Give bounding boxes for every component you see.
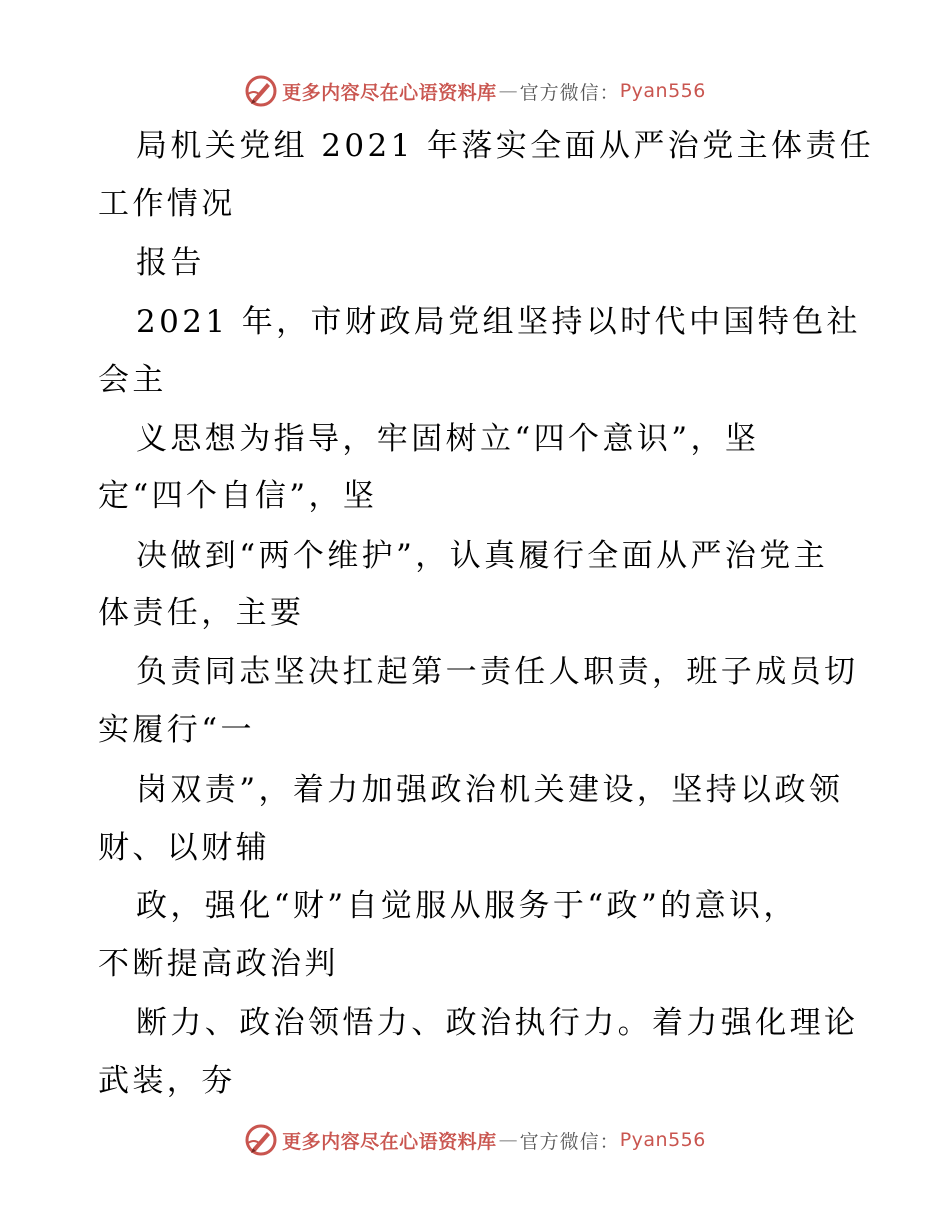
banner-wechat-id: Pyan556 — [619, 80, 706, 102]
doc-title-line-2: 工作情况 — [98, 186, 236, 222]
banner-sub-text: 官方微信： — [519, 1130, 620, 1153]
paragraph-line: 不断提高政治判 — [98, 946, 339, 982]
paragraph-line: 财、以财辅 — [98, 830, 270, 866]
doc-title-line-1: 局机关党组 2021 年落实全面从严治党主体责任 — [136, 128, 875, 164]
paragraph-line: 会主 — [98, 362, 167, 398]
paragraph-line: 岗双责”，着力加强政治机关建设，坚持以政领 — [136, 772, 844, 808]
doc-subtitle: 报告 — [136, 245, 205, 281]
banner-sub-text: 官方微信： — [519, 81, 620, 104]
banner-separator: — — [498, 1129, 518, 1151]
pen-logo-icon — [244, 1123, 278, 1157]
paragraph-line: 负责同志坚决扛起第一责任人职责，班子成员切 — [136, 654, 859, 690]
banner-wechat-id: Pyan556 — [619, 1129, 706, 1151]
paragraph-line: 断力、政治领悟力、政治执行力。着力强化理论 — [136, 1005, 859, 1041]
banner-main-text: 更多内容尽在心语资料库 — [282, 1130, 497, 1153]
banner-main-text: 更多内容尽在心语资料库 — [282, 81, 497, 104]
paragraph-line: 定“四个自信”，坚 — [98, 478, 378, 514]
banner-separator: — — [498, 80, 518, 102]
paragraph-line: 实履行“一 — [98, 712, 255, 748]
footer-banner — [0, 1120, 950, 1160]
paragraph-line: 武装，夯 — [98, 1063, 236, 1099]
paragraph-line: 2021 年，市财政局党组坚持以时代中国特色社 — [136, 304, 861, 340]
paragraph-line: 体责任，主要 — [98, 595, 305, 631]
paragraph-line: 义思想为指导，牢固树立“四个意识”，坚 — [136, 421, 760, 457]
paragraph-line: 政，强化“财”自觉服从服务于“政”的意识， — [136, 888, 798, 924]
paragraph-line: 决做到“两个维护”，认真履行全面从严治党主 — [136, 538, 829, 574]
